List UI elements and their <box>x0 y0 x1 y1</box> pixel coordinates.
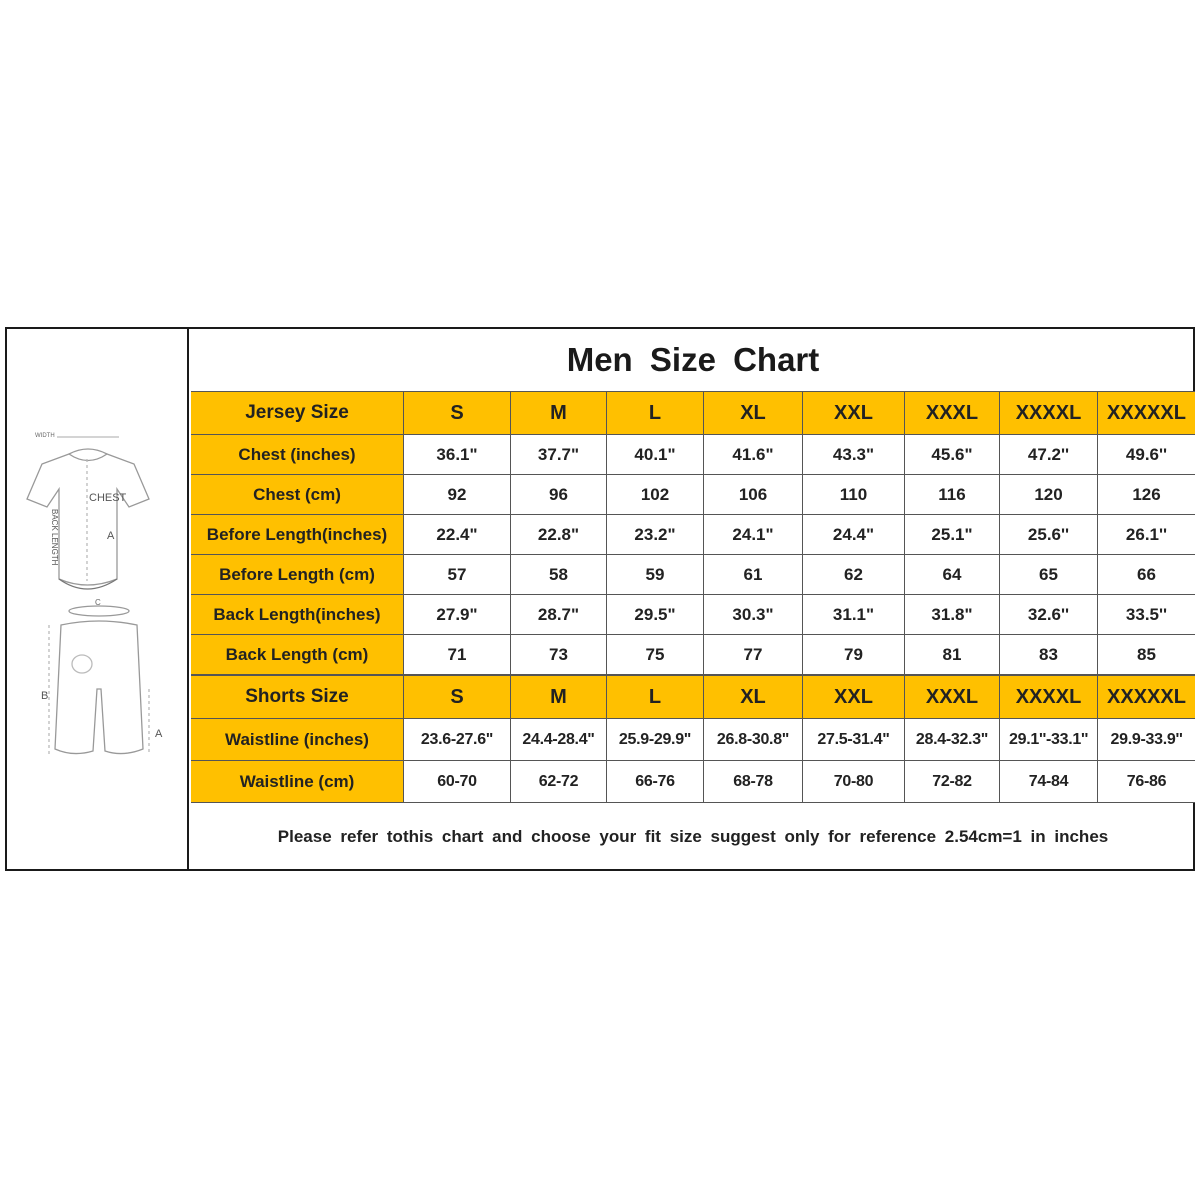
table-cell: 29.5" <box>607 595 704 635</box>
width-label: WIDTH <box>35 433 55 439</box>
jersey-shorts-diagram <box>7 329 189 869</box>
table-cell: 22.8" <box>511 515 607 555</box>
table-cell: 70-80 <box>803 761 905 803</box>
table-cell: 72-82 <box>905 761 1000 803</box>
row-label: Back Length(inches) <box>191 595 404 635</box>
table-cell: 77 <box>704 635 803 675</box>
size-header-cell: XXL <box>803 391 905 435</box>
table-row <box>191 435 1195 475</box>
table-cell: 120 <box>1000 475 1098 515</box>
table-cell: 57 <box>404 555 511 595</box>
table-cell: 30.3" <box>704 595 803 635</box>
table-cell: 23.2" <box>607 515 704 555</box>
table-row <box>191 555 1195 595</box>
table-cell: 62 <box>803 555 905 595</box>
jersey-rows <box>191 435 1195 675</box>
table-cell: 106 <box>704 475 803 515</box>
back-length-label: BACK LENGTH <box>50 509 59 566</box>
size-header-cell: M <box>511 391 607 435</box>
table-cell: 28.7" <box>511 595 607 635</box>
table-cell: 66-76 <box>607 761 704 803</box>
row-label: Back Length (cm) <box>191 635 404 675</box>
table-row <box>191 475 1195 515</box>
table-cell: 24.4-28.4" <box>511 719 607 761</box>
table-cell: 26.8-30.8" <box>704 719 803 761</box>
shorts-c-label: C <box>95 598 101 607</box>
table-cell: 23.6-27.6" <box>404 719 511 761</box>
table-cell: 110 <box>803 475 905 515</box>
table-cell: 83 <box>1000 635 1098 675</box>
table-cell: 41.6" <box>704 435 803 475</box>
size-header-cell: XXXXXL <box>1098 675 1195 719</box>
shorts-b-label: B <box>41 690 49 702</box>
table-cell: 58 <box>511 555 607 595</box>
size-header-cell: XXL <box>803 675 905 719</box>
table-cell: 24.4" <box>803 515 905 555</box>
table-row <box>191 595 1195 635</box>
table-cell: 76-86 <box>1098 761 1195 803</box>
table-cell: 33.5'' <box>1098 595 1195 635</box>
shorts-header-row <box>191 675 1195 719</box>
table-cell: 71 <box>404 635 511 675</box>
table-cell: 116 <box>905 475 1000 515</box>
table-cell: 47.2'' <box>1000 435 1098 475</box>
jersey-a-label: A <box>107 530 115 542</box>
table-cell: 79 <box>803 635 905 675</box>
table-cell: 81 <box>905 635 1000 675</box>
table-cell: 65 <box>1000 555 1098 595</box>
table-cell: 31.8" <box>905 595 1000 635</box>
jersey-outline-icon <box>27 437 149 589</box>
row-label: Chest (inches) <box>191 435 404 475</box>
jersey-size-header: Jersey Size <box>191 391 404 435</box>
size-table <box>191 391 1195 803</box>
table-cell: 26.1'' <box>1098 515 1195 555</box>
table-cell: 27.5-31.4" <box>803 719 905 761</box>
row-label: Waistline (cm) <box>191 761 404 803</box>
table-cell: 85 <box>1098 635 1195 675</box>
jersey-header-row <box>191 391 1195 435</box>
table-cell: 74-84 <box>1000 761 1098 803</box>
garment-illustration <box>7 329 189 869</box>
table-cell: 62-72 <box>511 761 607 803</box>
size-header-cell: XXXL <box>905 391 1000 435</box>
table-cell: 61 <box>704 555 803 595</box>
size-header-cell: L <box>607 675 704 719</box>
table-row <box>191 635 1195 675</box>
row-label: Before Length (cm) <box>191 555 404 595</box>
size-header-cell: XL <box>704 391 803 435</box>
size-header-cell: M <box>511 675 607 719</box>
reference-note: Please refer tothis chart and choose your fit size suggest only for reference 2.54cm=1 in inches <box>277 826 1109 846</box>
shorts-rows <box>191 719 1195 803</box>
chest-label: CHEST <box>89 492 127 504</box>
table-cell: 29.9-33.9'' <box>1098 719 1195 761</box>
row-label: Waistline (inches) <box>191 719 404 761</box>
table-cell: 102 <box>607 475 704 515</box>
size-header-cell: XL <box>704 675 803 719</box>
size-header-cell: L <box>607 391 704 435</box>
size-header-cell: S <box>404 391 511 435</box>
table-cell: 64 <box>905 555 1000 595</box>
row-label: Chest (cm) <box>191 475 404 515</box>
table-cell: 29.1''-33.1'' <box>1000 719 1098 761</box>
table-row <box>191 515 1195 555</box>
table-cell: 22.4" <box>404 515 511 555</box>
table-cell: 24.1" <box>704 515 803 555</box>
table-cell: 73 <box>511 635 607 675</box>
table-cell: 66 <box>1098 555 1195 595</box>
chart-title: Men Size Chart <box>566 341 820 378</box>
table-cell: 32.6'' <box>1000 595 1098 635</box>
shorts-outline-icon <box>49 606 149 754</box>
shorts-size-header: Shorts Size <box>191 675 404 719</box>
table-cell: 27.9" <box>404 595 511 635</box>
table-cell: 92 <box>404 475 511 515</box>
table-cell: 68-78 <box>704 761 803 803</box>
table-cell: 96 <box>511 475 607 515</box>
row-label: Before Length(inches) <box>191 515 404 555</box>
size-header-cell: XXXL <box>905 675 1000 719</box>
table-cell: 25.6'' <box>1000 515 1098 555</box>
table-row <box>191 761 1195 803</box>
size-header-cell: XXXXXL <box>1098 391 1195 435</box>
table-cell: 28.4-32.3" <box>905 719 1000 761</box>
table-cell: 25.1" <box>905 515 1000 555</box>
table-row <box>191 719 1195 761</box>
size-chart-frame <box>5 327 1195 871</box>
table-cell: 49.6'' <box>1098 435 1195 475</box>
table-cell: 31.1" <box>803 595 905 635</box>
table-cell: 37.7" <box>511 435 607 475</box>
table-cell: 40.1" <box>607 435 704 475</box>
size-header-cell: XXXXL <box>1000 675 1098 719</box>
table-cell: 25.9-29.9" <box>607 719 704 761</box>
table-cell: 60-70 <box>404 761 511 803</box>
table-cell: 36.1" <box>404 435 511 475</box>
shorts-a-label: A <box>155 728 163 740</box>
table-cell: 45.6" <box>905 435 1000 475</box>
size-header-cell: S <box>404 675 511 719</box>
size-header-cell: XXXXL <box>1000 391 1098 435</box>
table-cell: 126 <box>1098 475 1195 515</box>
table-cell: 75 <box>607 635 704 675</box>
table-cell: 43.3" <box>803 435 905 475</box>
table-cell: 59 <box>607 555 704 595</box>
